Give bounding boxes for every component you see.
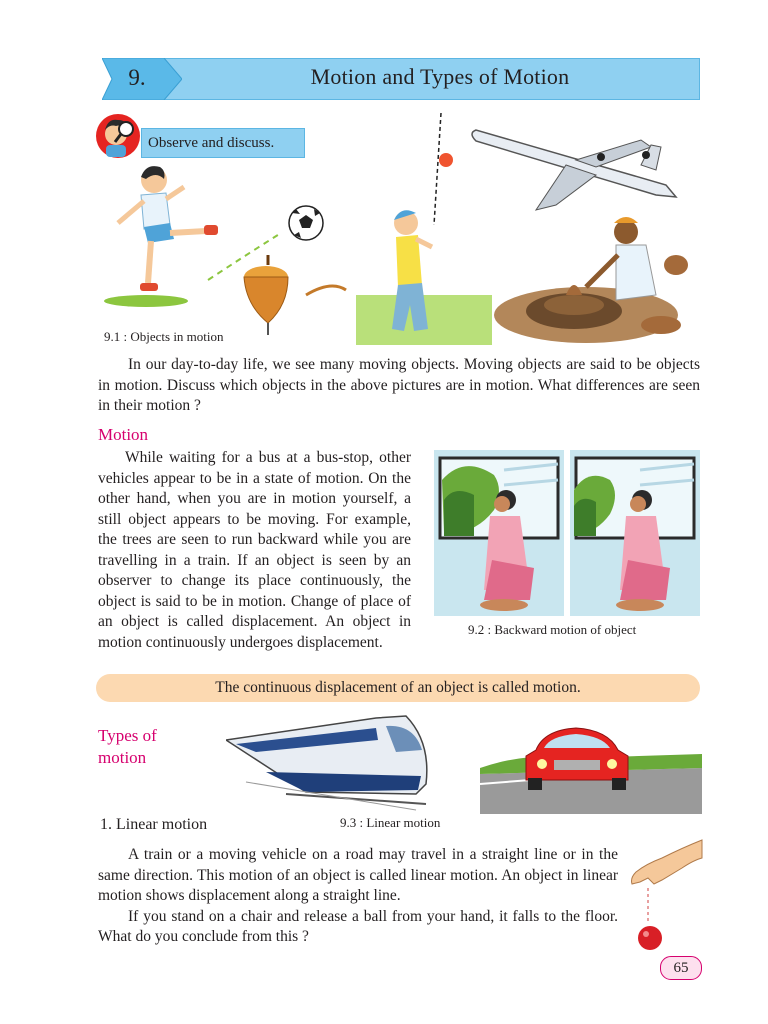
motion-paragraph (98, 448, 411, 653)
motion-definition-box: The continuous displacement of an object is called motion. (96, 674, 700, 702)
linear-motion-illustration (226, 712, 702, 817)
intro-text: In our day-to-day life, we see many moving objects. Moving objects are said to be objects in motion. Discuss which objects in the above pictures are in motion. What differences are seen in their motion ? (98, 356, 700, 414)
types-of-motion-heading: Types of motion (98, 726, 157, 767)
spinning-top-icon (244, 255, 346, 335)
boy-kicking-ball-icon (104, 166, 218, 307)
page-number: 65 (660, 956, 702, 980)
objects-in-motion-illustration (96, 105, 706, 350)
linear-motion-paragraph (98, 845, 618, 948)
intro-paragraph (98, 355, 700, 417)
linear-motion-text-1: A train or a moving vehicle on a road may travel in a straight line or in the same direction. This motion of an object is called linear motion. An object in linear motion shows displacement along a straight line. (98, 846, 618, 904)
hand-dropping-ball-illustration (622, 838, 704, 956)
motion-text: While waiting for a bus at a bus-stop, other vehicles appear to be in a state of motion. On the other hand, when you are in motion yourself, a still object appears to be moving. For example, the trees are seen to run backward while you are travelling in a train. If an object is seen by an observer to change its place continuously, the object is said to be in motion. Change of place of an object is called displacement. An object in motion continuously undergoes displacement. (98, 449, 411, 651)
hand-icon (632, 840, 703, 884)
potter-wheel-icon (494, 217, 688, 343)
falling-ball-icon (638, 926, 662, 950)
figure-caption-linear-motion: 9.3 : Linear motion (340, 815, 441, 830)
figure-caption-objects-in-motion: 9.1 : Objects in motion (104, 329, 224, 344)
motion-heading: Motion (98, 425, 149, 444)
chapter-number: 9. (128, 65, 146, 90)
linear-motion-text-2: If you stand on a chair and release a ball from your hand, it falls to the floor. What do you conclude from this ? (98, 907, 618, 945)
bullet-train-icon (226, 716, 427, 810)
figure-caption-backward-motion: 9.2 : Backward motion of object (468, 622, 637, 637)
linear-motion-heading: 1. Linear motion (100, 816, 208, 833)
chapter-number-tab (102, 58, 182, 100)
train-window-left-icon (434, 450, 564, 616)
chapter-title: Motion and Types of Motion (310, 64, 570, 89)
aeroplane-icon (472, 130, 676, 210)
car-on-road-icon (480, 722, 702, 814)
train-window-right-icon (570, 450, 700, 616)
observe-discuss-label: Observe and discuss. (141, 128, 305, 158)
backward-motion-illustration (434, 450, 700, 616)
football-icon (289, 206, 323, 240)
